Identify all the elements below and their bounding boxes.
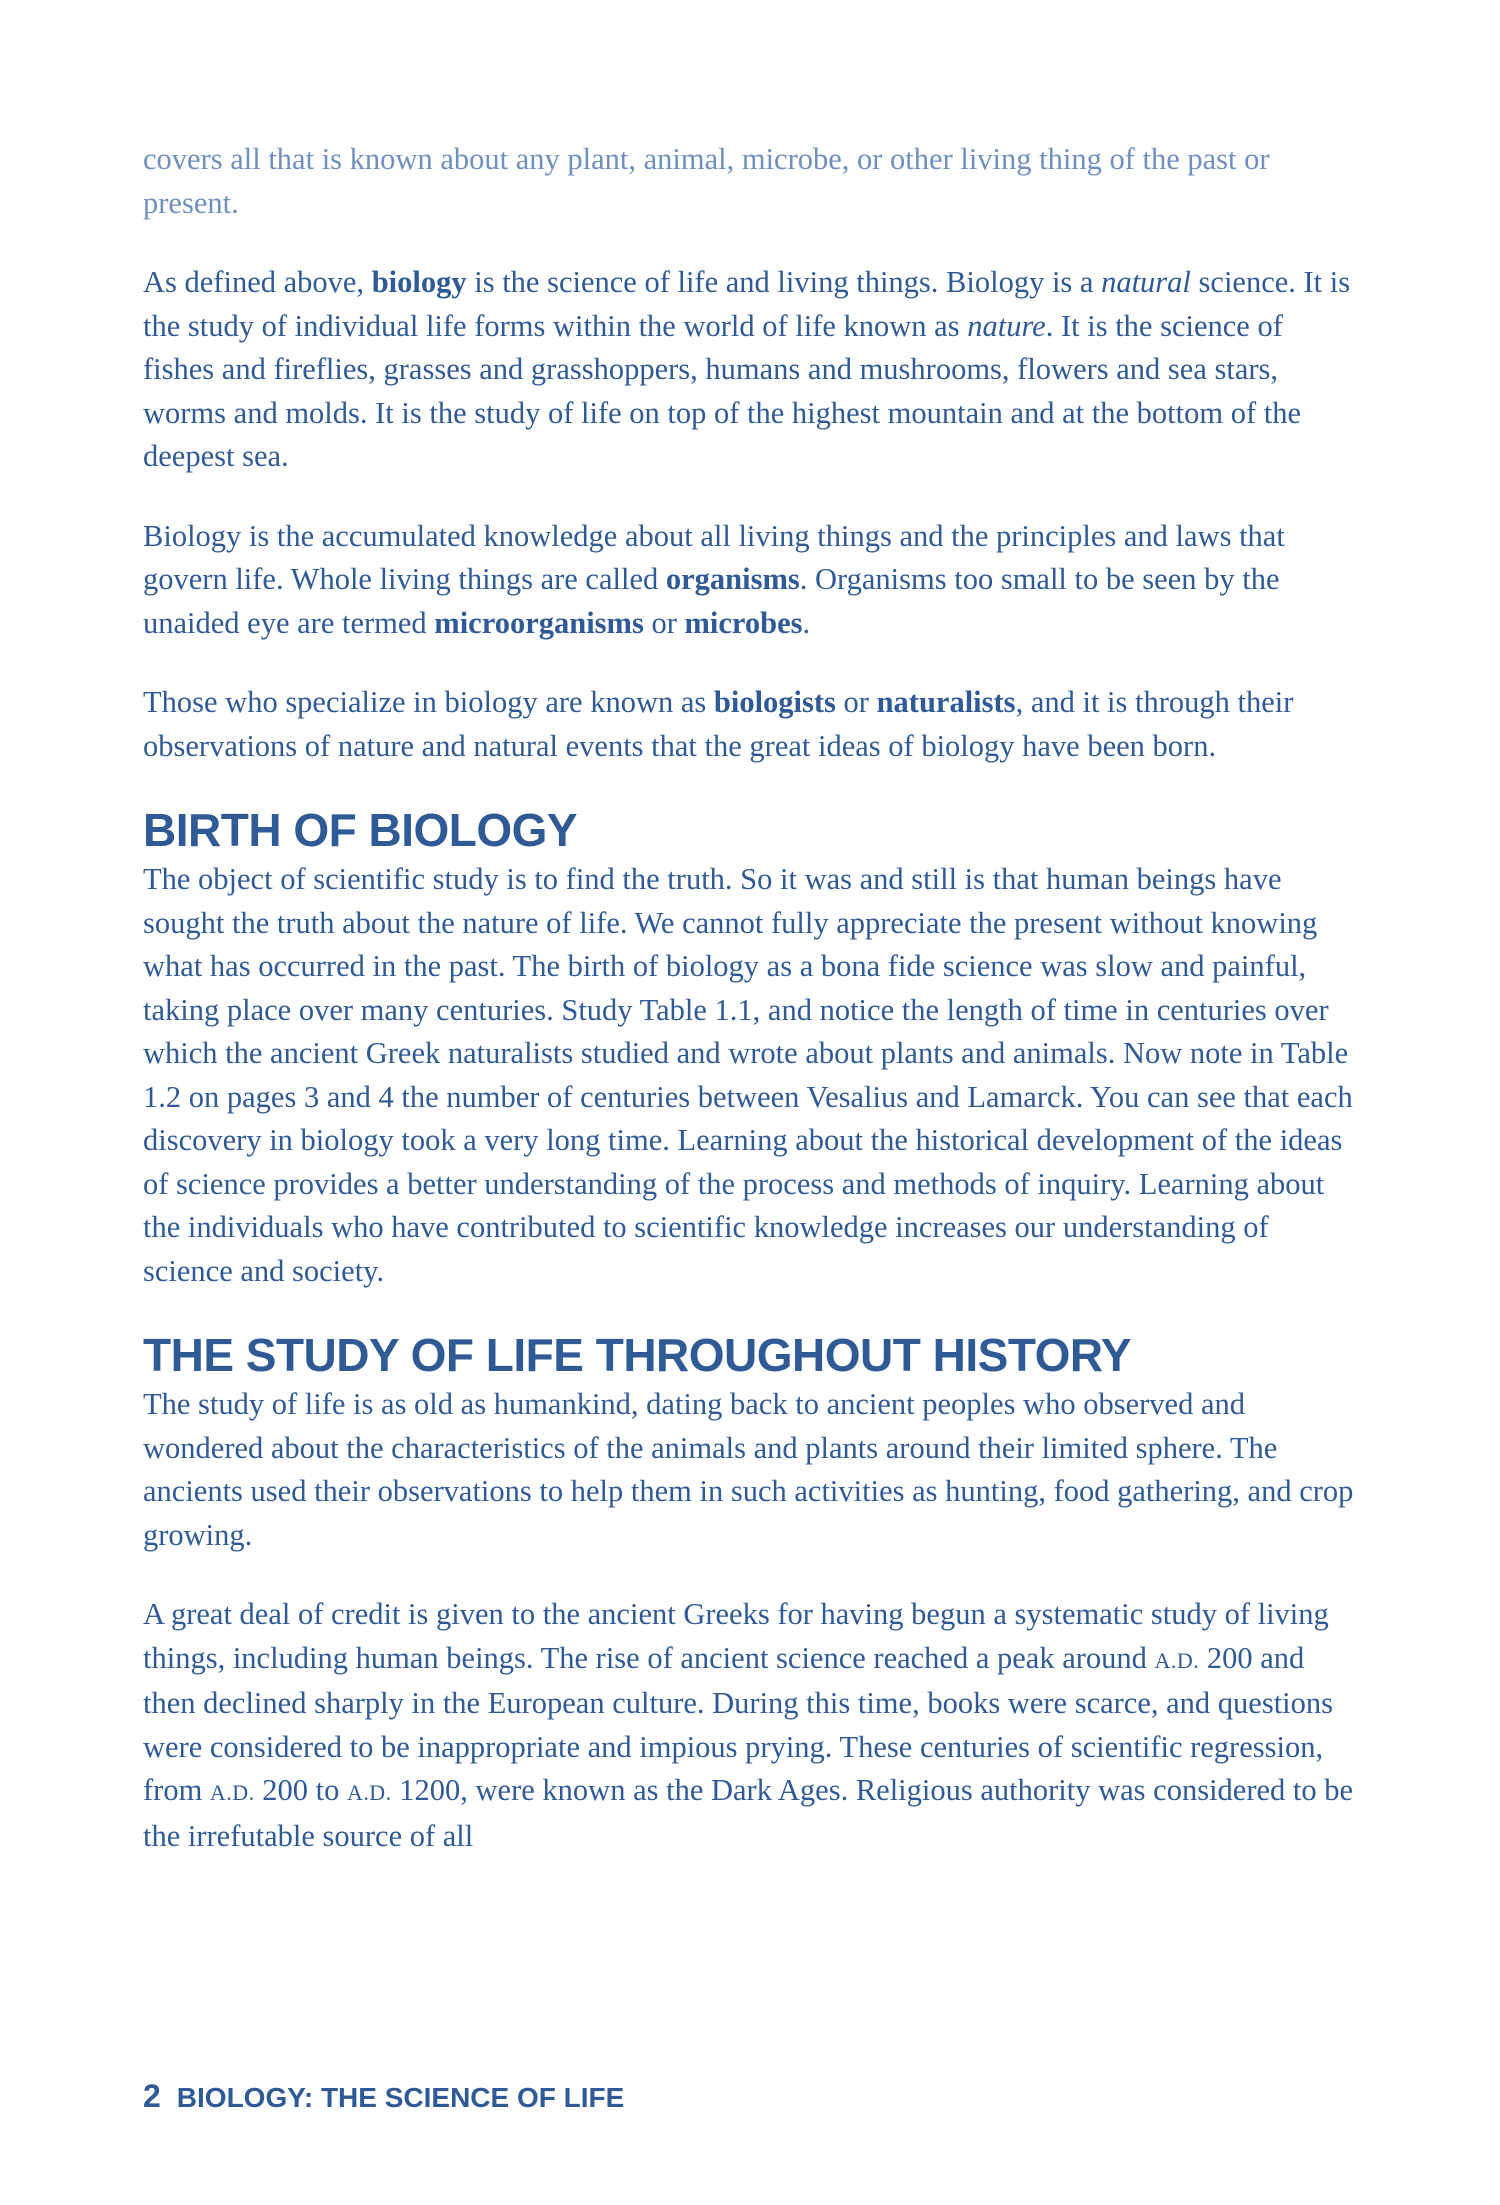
running-title: BIOLOGY: THE SCIENCE OF LIFE bbox=[176, 2082, 625, 2113]
term-naturalists: naturalists bbox=[876, 685, 1016, 719]
paragraph-birth-of-biology: The object of scientific study is to find the truth. So it was and still is that human beings have sought the truth about the nature of life. We cannot fully appreciate the present without knowing what has occurred in the past. The birth of biology as a bona fide science was slow and painful, taking place over many centuries. Study Table 1.1, and notice the length of time in centuries over which the ancient Greek naturalists studied and wrote about plants and animals. Now note in Table 1.2 on pages 3 and 4 the number of centuries between Vesalius and Lamarck. You can see that each discovery in biology took a very long time. Learning about the historical development of the ideas of science provides a better understanding of the process and methods of inquiry. Learning about the individuals who have contributed to scientific knowledge increases our understanding of science and society. bbox=[143, 862, 1353, 1288]
page-number: 2 bbox=[143, 2078, 161, 2114]
paragraph-biology-definition: As defined above, biology is the science of life and living things. Biology is a natural science. It is the study of individual life forms within the world of life known as nature. It is the science of fishes and fireflies, grasses and grasshoppers, humans and mushrooms, flowers and sea stars, worms and molds. It is the study of life on top of the highest mountain and at the bottom of the deepest sea. bbox=[143, 265, 1351, 473]
page-body bbox=[143, 138, 1358, 1894]
term-organisms: organisms bbox=[665, 562, 800, 596]
page-footer bbox=[143, 2078, 624, 2115]
term-biology: biology bbox=[371, 265, 467, 299]
section-heading-birth-of-biology: BIRTH OF BIOLOGY bbox=[143, 804, 578, 856]
term-biologists: biologists bbox=[713, 685, 836, 719]
paragraph-ancient-greeks: A great deal of credit is given to the ancient Greeks for having begun a systematic study of living things, including human beings. The rise of ancient science reached a peak around A.D. 200 and then declined sharply in the European culture. During this time, books were scarce, and questions were considered to be inappropriate and impious prying. These centuries of scientific regression, from A.D. 200 to A.D. 1200, were known as the Dark Ages. Religious authority was considered to be the irrefutable source of all bbox=[143, 1597, 1354, 1853]
section-heading-study-of-life: THE STUDY OF LIFE THROUGHOUT HISTORY bbox=[143, 1329, 1132, 1381]
term-microorganisms: microorganisms bbox=[434, 605, 644, 640]
paragraph-study-of-life: The study of life is as old as humankind, dating back to ancient peoples who observed and wondered about the characteristics of the animals and plants around their limited sphere. The ancients used their observations to help them in such activities as hunting, food gathering, and crop growing. bbox=[143, 1387, 1354, 1552]
paragraph-organisms: Biology is the accumulated knowledge about all living things and the principles and laws that govern life. Whole living things are called organisms. Organisms too small to be seen by the unaided eye are termed microorganisms or microbes. bbox=[143, 518, 1285, 640]
paragraph-biologists: Those who specialize in biology are known as biologists or naturalists, and it is through their observations of nature and natural events that the great ideas of biology have been born. bbox=[143, 685, 1294, 763]
term-microbes: microbes bbox=[684, 605, 803, 640]
paragraph-continued: covers all that is known about any plant, animal, microbe, or other living thing of the past or present. bbox=[143, 142, 1270, 220]
